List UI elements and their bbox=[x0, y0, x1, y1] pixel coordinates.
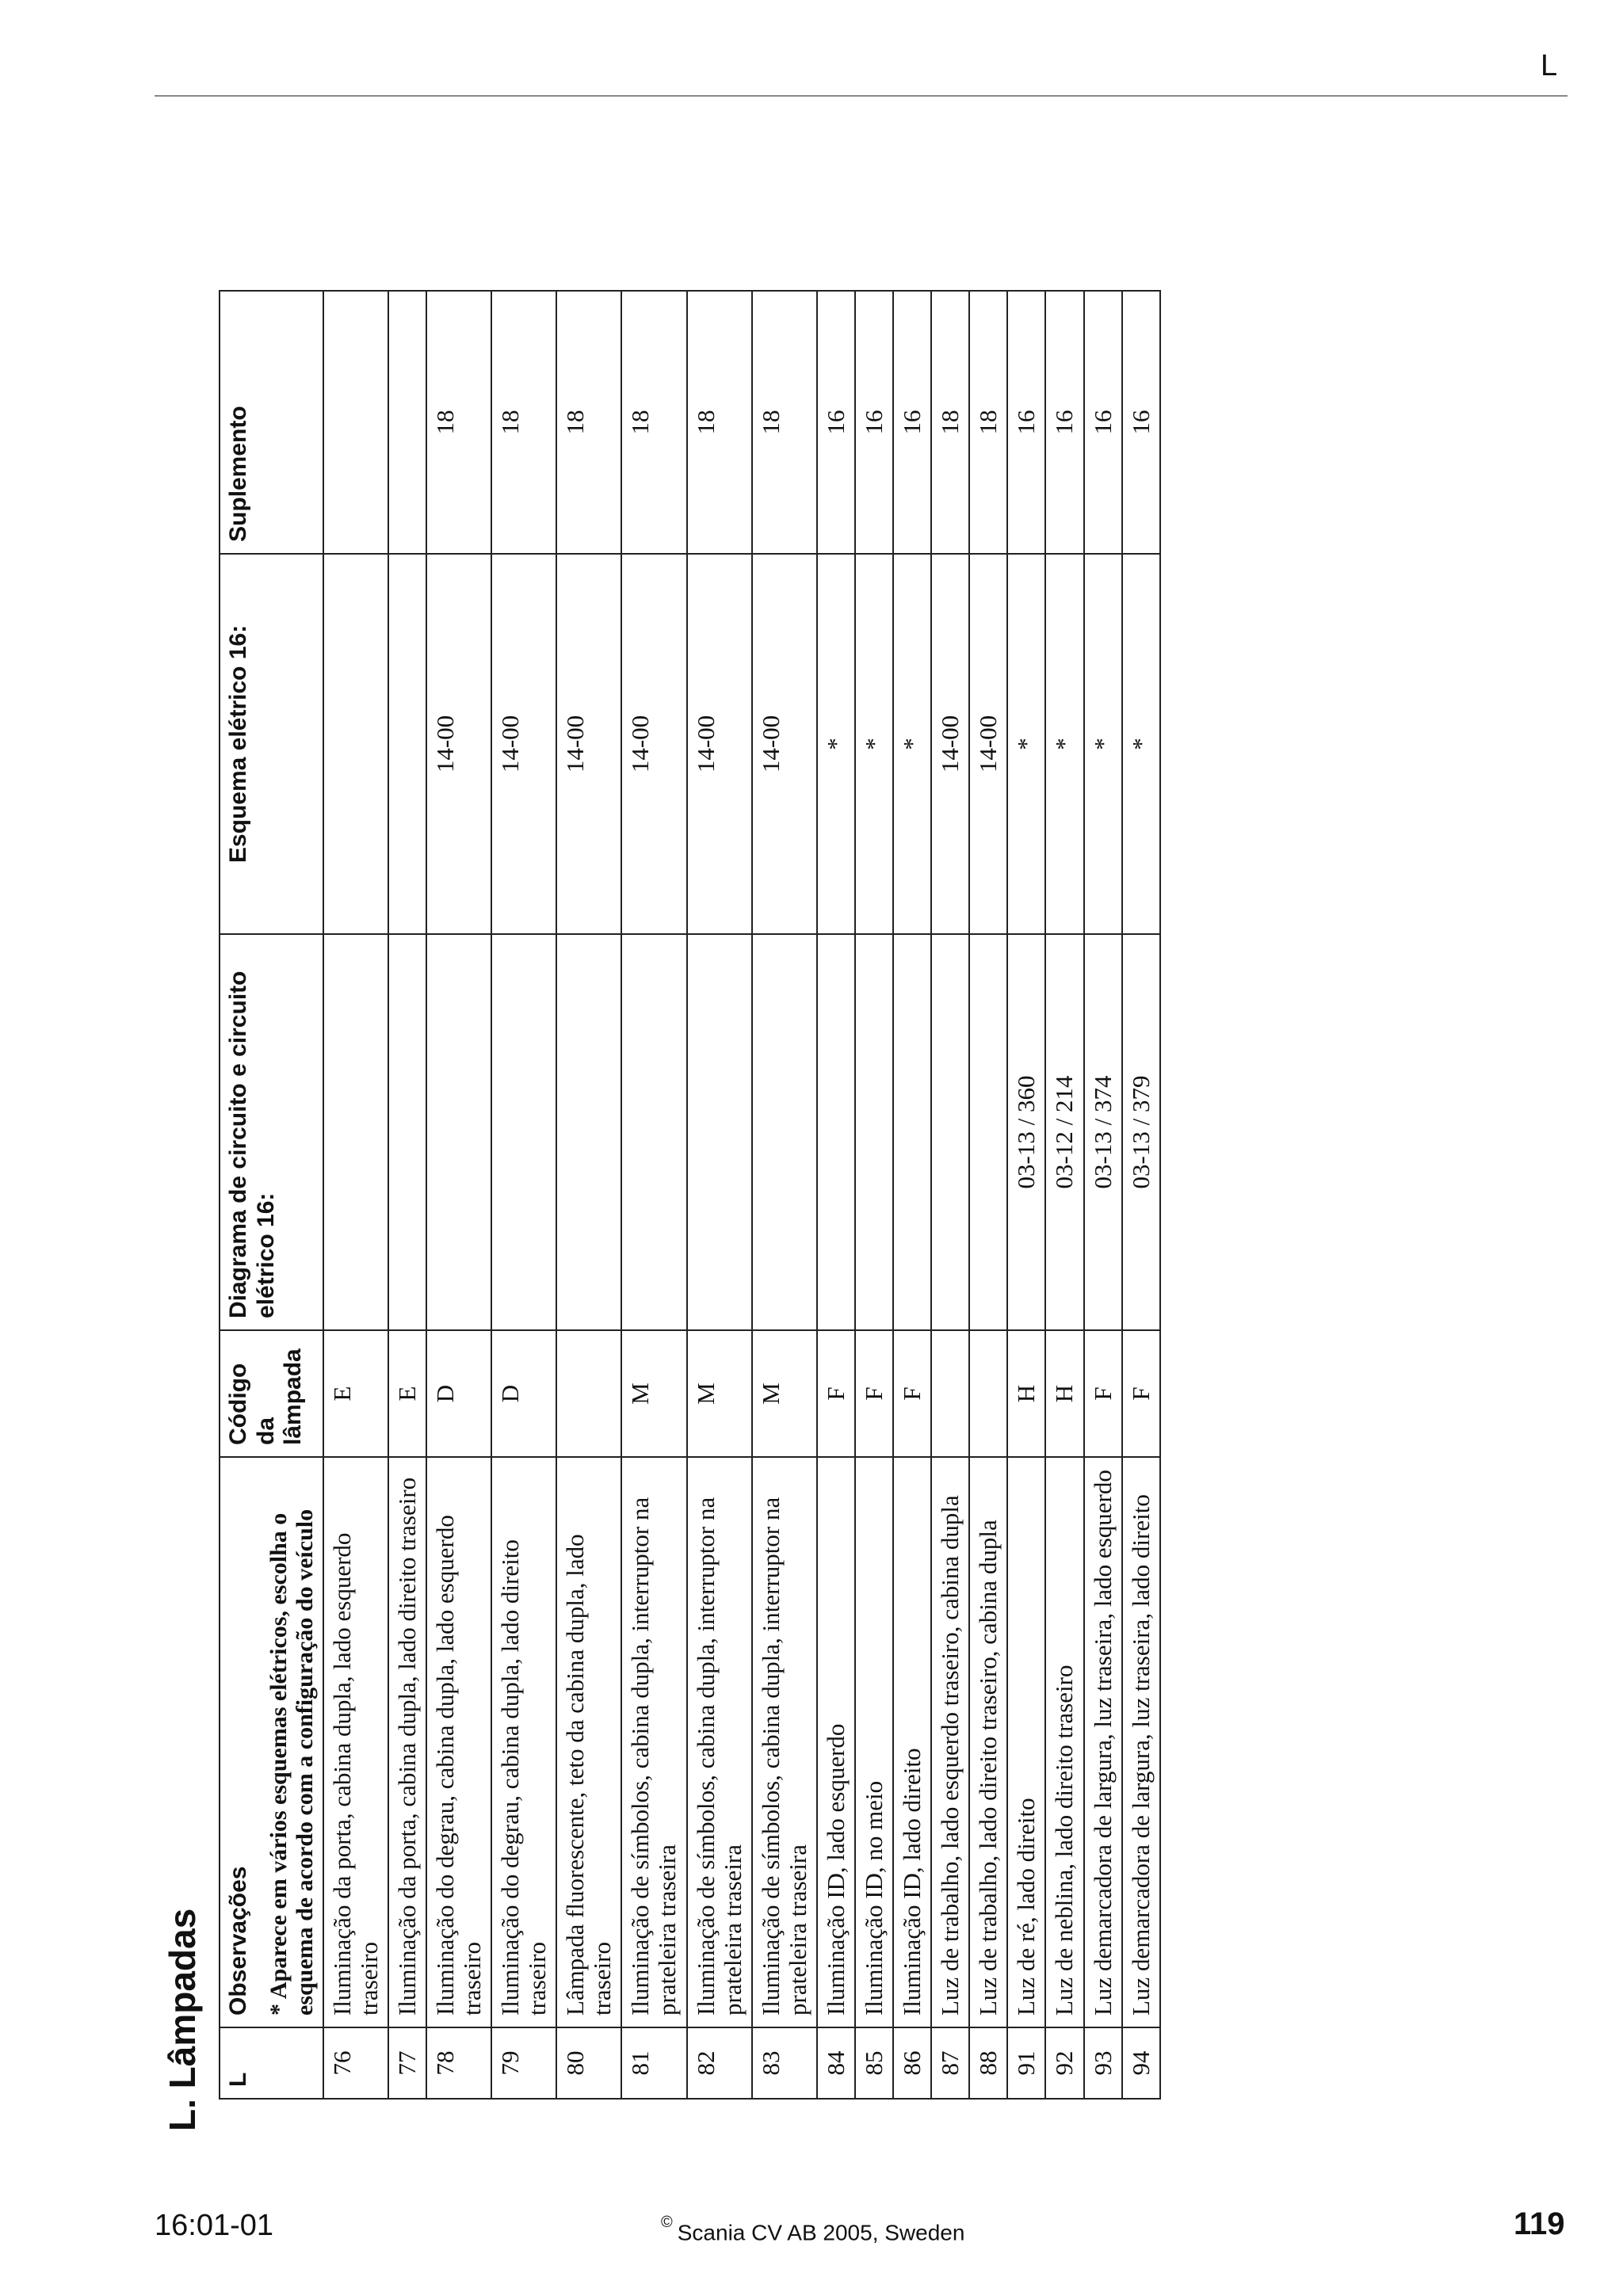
cell-electric-scheme: 14-00 bbox=[687, 554, 752, 934]
cell-lamp-code: D bbox=[491, 1330, 556, 1457]
cell-lamp-number: 87 bbox=[931, 2027, 969, 2099]
cell-circuit-diagram: 03-12 / 214 bbox=[1045, 934, 1083, 1330]
cell-observation: Luz de ré, lado direito bbox=[1007, 1457, 1045, 2027]
cell-circuit-diagram bbox=[687, 934, 752, 1330]
cell-supplement: 16 bbox=[893, 291, 931, 554]
section-title: L. Lâmpadas bbox=[162, 1908, 203, 2131]
cell-lamp-code: M bbox=[687, 1330, 752, 1457]
cell-observation: Iluminação de símbolos, cabina dupla, interruptor na prateleira traseira bbox=[621, 1457, 686, 2027]
cell-lamp-number: 80 bbox=[556, 2027, 621, 2099]
lamp-table-body bbox=[323, 291, 1160, 2099]
cell-electric-scheme: * bbox=[1007, 554, 1045, 934]
cell-electric-scheme: * bbox=[1084, 554, 1122, 934]
cell-supplement: 18 bbox=[931, 291, 969, 554]
footer-page-number: 119 bbox=[1514, 2206, 1565, 2241]
cell-observation: Luz demarcadora de largura, luz traseira, lado direito bbox=[1122, 1457, 1160, 2027]
header-section-letter: L bbox=[1541, 49, 1558, 82]
cell-observation: Iluminação ID, lado esquerdo bbox=[817, 1457, 855, 2027]
header-observations-label: Observações bbox=[225, 1866, 251, 2016]
cell-electric-scheme bbox=[323, 554, 388, 934]
cell-supplement: 16 bbox=[855, 291, 893, 554]
cell-lamp-number: 92 bbox=[1045, 2027, 1083, 2099]
cell-lamp-code: F bbox=[817, 1330, 855, 1457]
cell-lamp-number: 94 bbox=[1122, 2027, 1160, 2099]
cell-electric-scheme: 14-00 bbox=[621, 554, 686, 934]
cell-lamp-code: F bbox=[1122, 1330, 1160, 1457]
cell-lamp-number: 81 bbox=[621, 2027, 686, 2099]
cell-observation: Luz de trabalho, lado esquerdo traseiro, cabina dupla bbox=[931, 1457, 969, 2027]
cell-circuit-diagram bbox=[893, 934, 931, 1330]
cell-electric-scheme: 14-00 bbox=[931, 554, 969, 934]
cell-electric-scheme: * bbox=[1045, 554, 1083, 934]
cell-lamp-number: 82 bbox=[687, 2027, 752, 2099]
cell-supplement bbox=[388, 291, 426, 554]
cell-electric-scheme bbox=[388, 554, 426, 934]
cell-supplement: 18 bbox=[752, 291, 817, 554]
cell-circuit-diagram bbox=[556, 934, 621, 1330]
cell-circuit-diagram bbox=[817, 934, 855, 1330]
cell-electric-scheme: 14-00 bbox=[491, 554, 556, 934]
cell-lamp-code bbox=[556, 1330, 621, 1457]
table-row bbox=[687, 291, 752, 2099]
table-row bbox=[1045, 291, 1083, 2099]
cell-observation: Iluminação de símbolos, cabina dupla, interruptor na prateleira traseira bbox=[752, 1457, 817, 2027]
cell-electric-scheme: * bbox=[893, 554, 931, 934]
cell-circuit-diagram: 03-13 / 360 bbox=[1007, 934, 1045, 1330]
cell-lamp-number: 84 bbox=[817, 2027, 855, 2099]
cell-circuit-diagram: 03-13 / 379 bbox=[1122, 934, 1160, 1330]
cell-observation: Lâmpada fluorescente, teto da cabina dupla, lado traseiro bbox=[556, 1457, 621, 2027]
table-row bbox=[621, 291, 686, 2099]
cell-supplement: 16 bbox=[1007, 291, 1045, 554]
cell-electric-scheme: * bbox=[817, 554, 855, 934]
cell-electric-scheme: 14-00 bbox=[556, 554, 621, 934]
cell-lamp-code: H bbox=[1045, 1330, 1083, 1457]
cell-lamp-code: H bbox=[1007, 1330, 1045, 1457]
cell-lamp-code: E bbox=[323, 1330, 388, 1457]
cell-lamp-number: 85 bbox=[855, 2027, 893, 2099]
table-row bbox=[426, 291, 491, 2099]
cell-electric-scheme: 14-00 bbox=[969, 554, 1007, 934]
table-row bbox=[752, 291, 817, 2099]
cell-lamp-code: M bbox=[752, 1330, 817, 1457]
header-supplement: Suplemento bbox=[220, 291, 323, 554]
cell-supplement: 16 bbox=[1122, 291, 1160, 554]
footer-doc-code: 16:01-01 bbox=[155, 2209, 274, 2242]
footer-copyright bbox=[661, 2214, 965, 2245]
cell-lamp-number: 93 bbox=[1084, 2027, 1122, 2099]
cell-observation: Iluminação ID, lado direito bbox=[893, 1457, 931, 2027]
cell-observation: Iluminação ID, no meio bbox=[855, 1457, 893, 2027]
cell-lamp-code: F bbox=[1084, 1330, 1122, 1457]
table-row bbox=[556, 291, 621, 2099]
cell-lamp-code: M bbox=[621, 1330, 686, 1457]
cell-supplement: 18 bbox=[491, 291, 556, 554]
cell-circuit-diagram bbox=[426, 934, 491, 1330]
cell-observation: Iluminação de símbolos, cabina dupla, interruptor na prateleira traseira bbox=[687, 1457, 752, 2027]
cell-lamp-number: 77 bbox=[388, 2027, 426, 2099]
cell-circuit-diagram bbox=[931, 934, 969, 1330]
cell-electric-scheme: * bbox=[1122, 554, 1160, 934]
cell-supplement bbox=[323, 291, 388, 554]
lamp-table bbox=[219, 290, 1161, 2100]
header-rule bbox=[155, 95, 1568, 97]
cell-circuit-diagram bbox=[855, 934, 893, 1330]
cell-lamp-code bbox=[931, 1330, 969, 1457]
cell-lamp-number: 91 bbox=[1007, 2027, 1045, 2099]
table-row bbox=[323, 291, 388, 2099]
cell-supplement: 18 bbox=[426, 291, 491, 554]
cell-supplement: 16 bbox=[1045, 291, 1083, 554]
cell-circuit-diagram bbox=[491, 934, 556, 1330]
cell-circuit-diagram bbox=[621, 934, 686, 1330]
cell-lamp-number: 79 bbox=[491, 2027, 556, 2099]
cell-lamp-number: 78 bbox=[426, 2027, 491, 2099]
header-num: L bbox=[220, 2027, 323, 2099]
cell-lamp-number: 76 bbox=[323, 2027, 388, 2099]
table-row bbox=[817, 291, 855, 2099]
cell-electric-scheme: * bbox=[855, 554, 893, 934]
cell-electric-scheme: 14-00 bbox=[426, 554, 491, 934]
cell-circuit-diagram bbox=[752, 934, 817, 1330]
cell-observation: Luz de trabalho, lado direito traseiro, cabina dupla bbox=[969, 1457, 1007, 2027]
table-header-row bbox=[220, 291, 323, 2099]
cell-observation: Luz de neblina, lado direito traseiro bbox=[1045, 1457, 1083, 2027]
header-lamp-code: Código da lâmpada bbox=[220, 1330, 323, 1457]
header-observations bbox=[220, 1457, 323, 2027]
rotated-content bbox=[161, 293, 1429, 2131]
cell-lamp-code bbox=[969, 1330, 1007, 1457]
table-row bbox=[931, 291, 969, 2099]
table-row bbox=[1007, 291, 1045, 2099]
copyright-text: Scania CV AB 2005, Sweden bbox=[677, 2220, 965, 2245]
copyright-symbol: © bbox=[661, 2214, 673, 2231]
cell-supplement: 18 bbox=[621, 291, 686, 554]
cell-observation: Iluminação da porta, cabina dupla, lado direito traseiro bbox=[388, 1457, 426, 2027]
cell-observation: Luz demarcadora de largura, luz traseira, lado esquerdo bbox=[1084, 1457, 1122, 2027]
cell-electric-scheme: 14-00 bbox=[752, 554, 817, 934]
table-row bbox=[1084, 291, 1122, 2099]
cell-lamp-number: 88 bbox=[969, 2027, 1007, 2099]
cell-observation: Iluminação do degrau, cabina dupla, lado direito traseiro bbox=[491, 1457, 556, 2027]
table-row bbox=[893, 291, 931, 2099]
cell-observation: Iluminação da porta, cabina dupla, lado esquerdo traseiro bbox=[323, 1457, 388, 2027]
cell-circuit-diagram bbox=[969, 934, 1007, 1330]
header-electric-scheme: Esquema elétrico 16: bbox=[220, 554, 323, 934]
cell-circuit-diagram: 03-13 / 374 bbox=[1084, 934, 1122, 1330]
header-observations-note: * Aparece em vários esquemas elétricos, escolha o esquema de acordo com a configuração do veículo bbox=[265, 1508, 318, 2016]
table-row bbox=[491, 291, 556, 2099]
cell-lamp-code: F bbox=[855, 1330, 893, 1457]
cell-lamp-code: E bbox=[388, 1330, 426, 1457]
cell-supplement: 16 bbox=[1084, 291, 1122, 554]
cell-lamp-code: F bbox=[893, 1330, 931, 1457]
table-row bbox=[855, 291, 893, 2099]
table-row bbox=[1122, 291, 1160, 2099]
cell-supplement: 18 bbox=[687, 291, 752, 554]
cell-supplement: 18 bbox=[969, 291, 1007, 554]
cell-supplement: 18 bbox=[556, 291, 621, 554]
cell-supplement: 16 bbox=[817, 291, 855, 554]
cell-lamp-number: 86 bbox=[893, 2027, 931, 2099]
table-row bbox=[388, 291, 426, 2099]
cell-circuit-diagram bbox=[388, 934, 426, 1330]
cell-lamp-number: 83 bbox=[752, 2027, 817, 2099]
cell-observation: Iluminação do degrau, cabina dupla, lado esquerdo traseiro bbox=[426, 1457, 491, 2027]
header-circuit-diagram: Diagrama de circuito e circuito elétrico 16: bbox=[220, 934, 323, 1330]
cell-lamp-code: D bbox=[426, 1330, 491, 1457]
table-row bbox=[969, 291, 1007, 2099]
cell-circuit-diagram bbox=[323, 934, 388, 1330]
